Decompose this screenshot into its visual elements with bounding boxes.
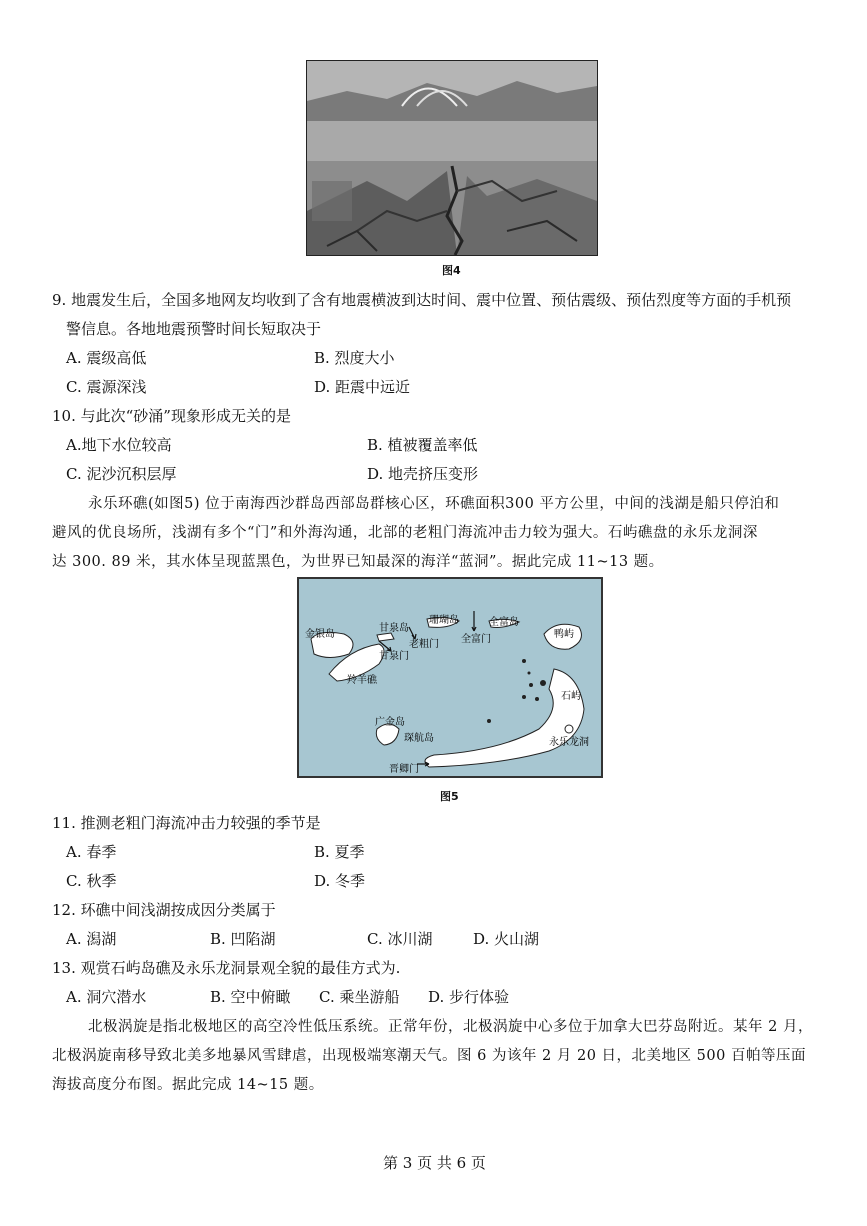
- question-11-option-d: D. 冬季: [314, 872, 366, 890]
- question-10-option-b: B. 植被覆盖率低: [367, 436, 478, 454]
- question-11-option-c: C. 秋季: [66, 872, 117, 890]
- blue-hole-marker: [565, 725, 573, 733]
- map-label-shanhu: 珊瑚岛: [429, 615, 459, 626]
- question-13-option-c: C. 乘坐游船: [319, 988, 400, 1006]
- question-13-option-a: A. 洞穴潜水: [66, 988, 147, 1006]
- map-label-chenhang: 琛航岛: [404, 733, 434, 744]
- question-10-option-c: C. 泥沙沉积层厚: [66, 465, 177, 483]
- question-12-option-c: C. 冰川湖: [367, 930, 433, 948]
- figure-4-caption: 图4: [442, 264, 461, 277]
- ganquan-island-shape: [377, 633, 394, 641]
- question-12-option-d: D. 火山湖: [473, 930, 540, 948]
- question-9-option-d: D. 距震中远近: [314, 378, 411, 396]
- passage-2-line2: 北极涡旋南移导致北美多地暴风雪肆虐，出现极端寒潮天气。图 6 为该年 2 月 20 日，北美地区 500 百帕等压面: [52, 1048, 806, 1064]
- question-12-option-a: A. 潟湖: [66, 930, 117, 948]
- question-13-option-d: D. 步行体验: [428, 988, 510, 1006]
- question-10-stem: 10. 与此次“砂涌”现象形成无关的是: [52, 407, 291, 425]
- figure-4-photo: [306, 60, 598, 256]
- map-label-guangjin: 广金岛: [375, 717, 405, 728]
- map-label-jinyin: 金银岛: [305, 629, 335, 640]
- question-11-option-b: B. 夏季: [314, 843, 365, 861]
- passage-1-line2: 避风的优良场所，浅湖有多个“门”和外海沟通，北部的老粗门海流冲击力较为强大。石屿礁盘的永乐龙洞深: [52, 525, 758, 541]
- question-12-stem: 12. 环礁中间浅湖按成因分类属于: [52, 901, 276, 919]
- map-label-jinqing: 晋卿门: [389, 764, 419, 775]
- earthquake-aerial-photo: [307, 61, 597, 255]
- question-10-option-a: A.地下水位较高: [66, 436, 172, 454]
- page-number-footer: 第 3 页 共 6 页: [383, 1154, 486, 1172]
- passage-2-line1: 北极涡旋是指北极地区的高空冷性低压系统。正常年份，北极涡旋中心多位于加拿大巴芬岛附近。某年 2 月，: [88, 1019, 813, 1035]
- figure-5-map: [297, 577, 603, 778]
- map-label-quanfu: 全富岛: [489, 617, 519, 628]
- passage-1-line3: 达 300. 89 米，其水体呈现蓝黑色，为世界已知最深的海洋“蓝洞”。据此完成 11~13 题。: [52, 554, 664, 570]
- question-9-option-c: C. 震源深浅: [66, 378, 147, 396]
- map-label-ya: 鸭屿: [554, 629, 574, 640]
- map-label-ganquanmen: 甘泉门: [379, 651, 409, 662]
- map-label-laocu: 老粗门: [409, 639, 439, 650]
- map-label-ganquan-island: 甘泉岛: [379, 623, 409, 634]
- question-9-stem-line1: 9. 地震发生后，全国多地网友均收到了含有地震横波到达时间、震中位置、预估震级、预估烈度等方面的手机预: [52, 291, 792, 309]
- question-10-option-d: D. 地壳挤压变形: [367, 465, 479, 483]
- question-13-option-b: B. 空中俯瞰: [210, 988, 291, 1006]
- question-11-stem: 11. 推测老粗门海流冲击力较强的季节是: [52, 814, 321, 832]
- map-label-shiyu: 石屿: [561, 691, 581, 702]
- question-12-option-b: B. 凹陷湖: [210, 930, 276, 948]
- map-label-yongle-blue-hole: 永乐龙洞: [549, 737, 589, 748]
- yongle-atoll-map: [299, 579, 601, 776]
- map-label-lingyang: 羚羊礁: [347, 675, 377, 686]
- passage-1-line1: 永乐环礁(如图5) 位于南海西沙群岛西部岛群核心区，环礁面积300 平方公里，中间的浅湖是船只停泊和: [88, 496, 780, 512]
- map-label-quanfumen: 全富门: [461, 634, 491, 645]
- question-9-option-a: A. 震级高低: [66, 349, 147, 367]
- question-11-option-a: A. 春季: [66, 843, 117, 861]
- passage-2-line3: 海拔高度分布图。据此完成 14~15 题。: [52, 1077, 324, 1093]
- question-9-option-b: B. 烈度大小: [314, 349, 395, 367]
- figure-5-caption: 图5: [440, 790, 459, 803]
- question-9-stem-line2: 警信息。各地地震预警时间长短取决于: [66, 320, 322, 338]
- question-13-stem: 13. 观赏石屿岛礁及永乐龙洞景观全貌的最佳方式为.: [52, 959, 401, 977]
